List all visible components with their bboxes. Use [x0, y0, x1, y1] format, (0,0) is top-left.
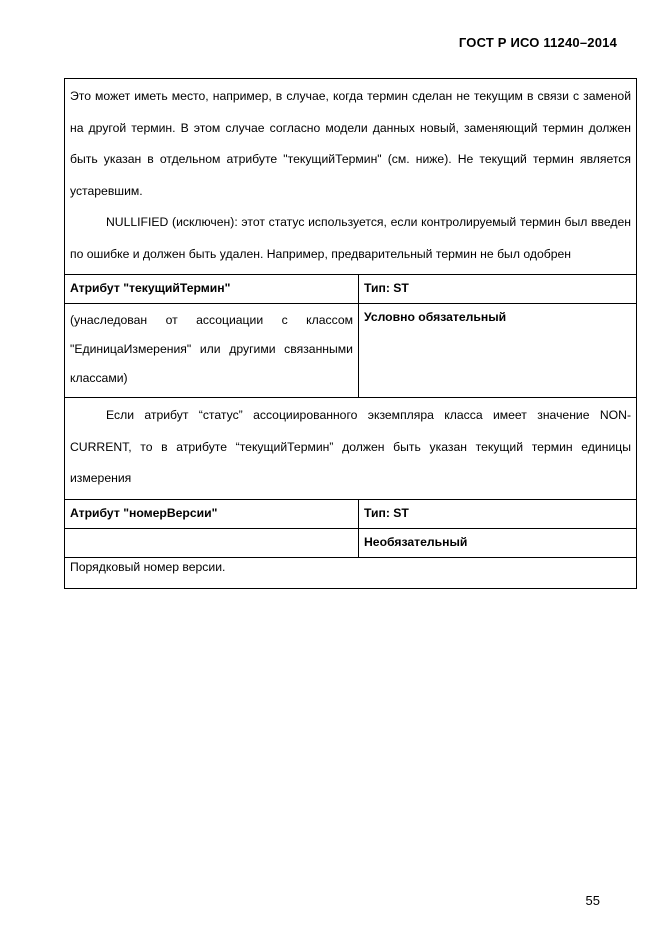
attr2-type: Тип: ST: [359, 499, 637, 528]
attr1-type: Тип: ST: [359, 275, 637, 304]
attr2-inheritance: [65, 528, 359, 557]
attr2-name: Атрибут "номерВерсии": [65, 499, 359, 528]
attr1-description: Если атрибут “статус” ассоциированного экземпляра класса имеет значение NON-CURRENT, то в атрибуте “текущийТермин” должен быть указан текущий термин единицы измерения: [70, 408, 632, 485]
intro-paragraph-2: NULLIFIED (исключен): этот статус используется, если контролируемый термин был введен по ошибке и должен быть удален. Например, предварительный термин не был одобрен: [70, 215, 632, 261]
attr1-name: Атрибут "текущийТермин": [65, 275, 359, 304]
attr2-description: Порядковый номер версии.: [65, 557, 637, 588]
table-row: [65, 398, 637, 500]
attr1-obligation: Условно обязательный: [359, 304, 637, 398]
table-row: [65, 79, 637, 275]
table-row: [65, 557, 637, 588]
intro-cell: [65, 79, 637, 275]
table-row: [65, 499, 637, 528]
table-row: [65, 528, 637, 557]
attr2-obligation: Необязательный: [359, 528, 637, 557]
table-row: [65, 275, 637, 304]
table-row: [65, 304, 637, 398]
attr1-inheritance-cell: [65, 304, 359, 398]
attr1-description-cell: [65, 398, 637, 500]
attribute-table: [64, 78, 637, 589]
intro-paragraph-1: Это может иметь место, например, в случае, когда термин сделан не текущим в связи с заменой на другой термин. В этом случае согласно модели данных новый, заменяющий термин должен быть указан в отдельном атрибуте "текущийТермин" (см. ниже). Не текущий термин является устаревшим.: [70, 89, 632, 198]
document-header: ГОСТ Р ИСО 11240–2014: [458, 35, 617, 50]
page-number: 55: [585, 893, 600, 908]
attr1-inheritance: (унаследован от ассоциации с классом "ЕдиницаИзмерения" или другими связанными классами): [70, 313, 353, 385]
